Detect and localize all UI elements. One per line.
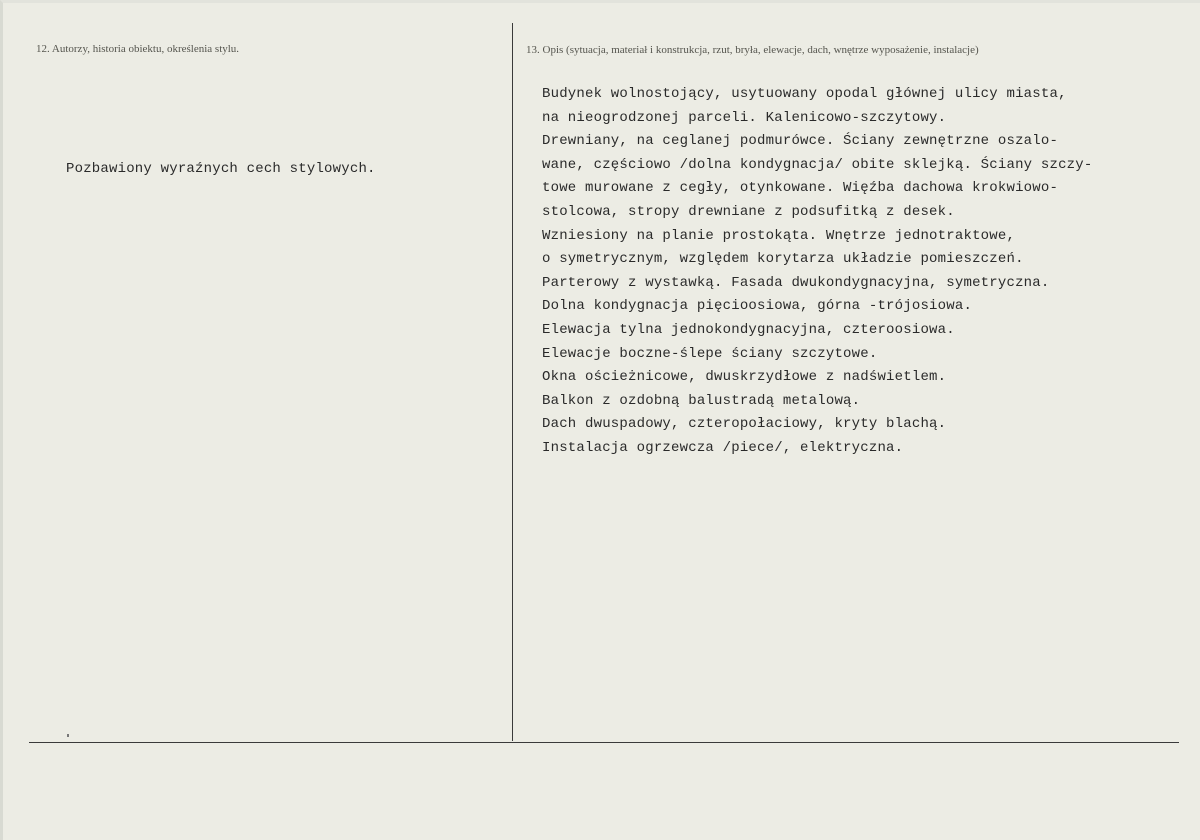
pencil-mark [67, 734, 69, 737]
description-line: Dolna kondygnacja pięcioosiowa, górna -trójosiowa. [542, 298, 973, 315]
description-line: Dach dwuspadowy, czteropołaciowy, kryty blachą. [542, 416, 947, 433]
description-line: towe murowane z cegły, otynkowane. Więźba dachowa krokwiowo- [542, 180, 1059, 197]
description-line: Instalacja ogrzewcza /piece/, elektryczna. [542, 439, 904, 456]
description-line: wane, częściowo /dolna kondygnacja/ obite sklejką. Ściany szczy- [542, 156, 1093, 173]
description-line: Parterowy z wystawką. Fasada dwukondygnacyjna, symetryczna. [542, 274, 1050, 291]
description-line: Elewacje boczne-ślepe ściany szczytowe. [542, 345, 878, 362]
description-line: Balkon z ozdobną balustradą metalową. [542, 392, 861, 409]
horizontal-divider [29, 742, 1179, 743]
description-line: o symetrycznym, względem korytarza układzie pomieszczeń. [542, 251, 1024, 268]
description-line: stolcowa, stropy drewniane z podsufitką z desek. [542, 203, 955, 220]
description-line: Drewniany, na ceglanej podmurówce. Ściany zewnętrzne oszalo- [542, 133, 1059, 150]
description-line: Wzniesiony na planie prostokąta. Wnętrze jednotraktowe, [542, 227, 1016, 244]
section-12-label: 12. Autorzy, historia obiektu, określenia stylu. [36, 43, 240, 55]
description-line: Elewacja tylna jednokondygnacyjna, czteroosiowa. [542, 321, 955, 338]
vertical-divider [512, 23, 513, 741]
description-line: na nieogrodzonej parceli. Kalenicowo-szczytowy. [542, 109, 947, 126]
section-13-description [542, 83, 1093, 461]
description-line: Budynek wolnostojący, usytuowany opodal głównej ulicy miasta, [542, 86, 1067, 102]
section-12-text: Pozbawiony wyraźnych cech stylowych. [66, 161, 376, 177]
section-13-label: 13. Opis (sytuacja, materiał i konstrukcja, rzut, bryła, elewacje, dach, wnętrze wyposażenie, instalacje) [526, 44, 979, 56]
description-line: Okna ościeżnicowe, dwuskrzydłowe z nadświetlem. [542, 369, 947, 386]
